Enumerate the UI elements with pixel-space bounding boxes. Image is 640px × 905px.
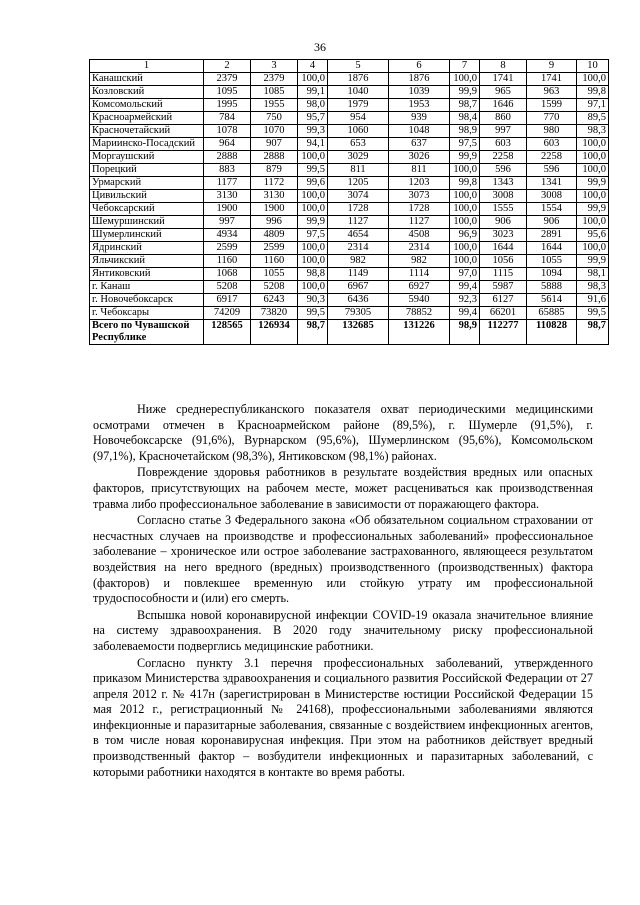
value-cell: 99,4	[450, 281, 480, 294]
column-header: 9	[527, 60, 577, 73]
value-cell: 1900	[204, 203, 251, 216]
table-row	[90, 216, 609, 229]
value-cell: 1056	[480, 255, 527, 268]
value-cell: 603	[527, 138, 577, 151]
value-cell: 939	[389, 112, 450, 125]
table-row	[90, 281, 609, 294]
table-row	[90, 307, 609, 320]
value-cell: 98,4	[450, 112, 480, 125]
value-cell: 3073	[389, 190, 450, 203]
value-cell: 98,1	[577, 268, 609, 281]
value-cell: 1995	[204, 99, 251, 112]
value-cell: 1040	[328, 86, 389, 99]
column-header: 5	[328, 60, 389, 73]
value-cell: 97,5	[450, 138, 480, 151]
value-cell: 1953	[389, 99, 450, 112]
value-cell: 97,5	[298, 229, 328, 242]
value-cell: 982	[389, 255, 450, 268]
value-cell: 1078	[204, 125, 251, 138]
value-cell: 596	[527, 164, 577, 177]
district-name-cell: Всего по Чувашской Республике	[90, 320, 204, 345]
value-cell: 79305	[328, 307, 389, 320]
value-cell: 4809	[251, 229, 298, 242]
value-cell: 860	[480, 112, 527, 125]
value-cell: 1646	[480, 99, 527, 112]
value-cell: 1741	[527, 73, 577, 86]
table-row	[90, 177, 609, 190]
value-cell: 6967	[328, 281, 389, 294]
value-cell: 770	[527, 112, 577, 125]
value-cell: 653	[328, 138, 389, 151]
value-cell: 95,6	[577, 229, 609, 242]
value-cell: 2379	[251, 73, 298, 86]
value-cell: 98,3	[577, 281, 609, 294]
value-cell: 2888	[251, 151, 298, 164]
value-cell: 811	[389, 164, 450, 177]
value-cell: 784	[204, 112, 251, 125]
value-cell: 100,0	[450, 216, 480, 229]
value-cell: 1094	[527, 268, 577, 281]
value-cell: 6243	[251, 294, 298, 307]
value-cell: 3023	[480, 229, 527, 242]
value-cell: 1343	[480, 177, 527, 190]
value-cell: 98,3	[577, 125, 609, 138]
district-name-cell: Красночетайский	[90, 125, 204, 138]
value-cell: 5987	[480, 281, 527, 294]
value-cell: 99,3	[298, 125, 328, 138]
value-cell: 1177	[204, 177, 251, 190]
paragraph: Вспышка новой коронавирусной инфекции COVID-19 оказала значительное влияние на систему здравоохранения. В 2020 году значительному риску профессиональной заболеваемости подверглись медицинские работники.	[93, 607, 593, 653]
value-cell: 907	[251, 138, 298, 151]
value-cell: 100,0	[298, 73, 328, 86]
value-cell: 963	[527, 86, 577, 99]
value-cell: 94,1	[298, 138, 328, 151]
value-cell: 98,9	[450, 320, 480, 345]
value-cell: 750	[251, 112, 298, 125]
district-name-cell: г. Новочебоксарск	[90, 294, 204, 307]
value-cell: 3008	[480, 190, 527, 203]
value-cell: 5208	[251, 281, 298, 294]
value-cell: 66201	[480, 307, 527, 320]
table-row	[90, 268, 609, 281]
district-name-cell: Ядринский	[90, 242, 204, 255]
value-cell: 89,5	[577, 112, 609, 125]
value-cell: 99,6	[298, 177, 328, 190]
value-cell: 1068	[204, 268, 251, 281]
value-cell: 99,9	[577, 177, 609, 190]
value-cell: 906	[480, 216, 527, 229]
value-cell: 99,9	[450, 151, 480, 164]
value-cell: 811	[328, 164, 389, 177]
paragraph: Ниже среднереспубликанского показателя охват периодическими медицинскими осмотрами отмечен в Красноармейском районе (89,5%), г. Шумерле (91,5%), г. Новочебоксарске (91,6%), Вурнарском (95,6%), Шумерлинском (95,6%), Комсомольском (97,1%), Красночетайском (98,3%), Янтиковском (98,1%) районах.	[93, 402, 593, 463]
value-cell: 1039	[389, 86, 450, 99]
value-cell: 97,0	[450, 268, 480, 281]
value-cell: 6917	[204, 294, 251, 307]
table-row	[90, 125, 609, 138]
paragraph: Согласно статье 3 Федерального закона «Об обязательном социальном страховании от несчастных случаев на производстве и профессиональных заболеваний» профессиональное заболевание – хроническое или острое заболевание застрахованного, являющееся результатом воздействия на него вредного (вредных) производственного (производственных) фактора (факторов) и повлекшее временную или стойкую утрату им профессиональной трудоспособности и (или) его смерть.	[93, 513, 593, 606]
column-header: 4	[298, 60, 328, 73]
district-name-cell: Шумерлинский	[90, 229, 204, 242]
value-cell: 90,3	[298, 294, 328, 307]
value-cell: 99,9	[577, 203, 609, 216]
value-cell: 65885	[527, 307, 577, 320]
value-cell: 99,9	[298, 216, 328, 229]
value-cell: 982	[328, 255, 389, 268]
value-cell: 964	[204, 138, 251, 151]
value-cell: 1095	[204, 86, 251, 99]
district-name-cell: Красноармейский	[90, 112, 204, 125]
value-cell: 98,8	[298, 268, 328, 281]
value-cell: 1599	[527, 99, 577, 112]
value-cell: 4508	[389, 229, 450, 242]
value-cell: 2888	[204, 151, 251, 164]
body-text	[93, 402, 593, 781]
value-cell: 6927	[389, 281, 450, 294]
value-cell: 603	[480, 138, 527, 151]
value-cell: 4654	[328, 229, 389, 242]
value-cell: 596	[480, 164, 527, 177]
value-cell: 128565	[204, 320, 251, 345]
value-cell: 110828	[527, 320, 577, 345]
district-name-cell: Янтиковский	[90, 268, 204, 281]
value-cell: 99,8	[450, 177, 480, 190]
value-cell: 131226	[389, 320, 450, 345]
value-cell: 1644	[480, 242, 527, 255]
value-cell: 1160	[204, 255, 251, 268]
value-cell: 879	[251, 164, 298, 177]
value-cell: 73820	[251, 307, 298, 320]
table-header-row	[90, 60, 609, 73]
value-cell: 906	[527, 216, 577, 229]
value-cell: 98,7	[450, 99, 480, 112]
value-cell: 1172	[251, 177, 298, 190]
value-cell: 1876	[328, 73, 389, 86]
value-cell: 3130	[251, 190, 298, 203]
value-cell: 100,0	[298, 190, 328, 203]
value-cell: 100,0	[450, 73, 480, 86]
value-cell: 3026	[389, 151, 450, 164]
table-row	[90, 164, 609, 177]
value-cell: 1160	[251, 255, 298, 268]
column-header: 8	[480, 60, 527, 73]
column-header: 2	[204, 60, 251, 73]
value-cell: 1341	[527, 177, 577, 190]
district-name-cell: Козловский	[90, 86, 204, 99]
value-cell: 100,0	[577, 216, 609, 229]
value-cell: 883	[204, 164, 251, 177]
value-cell: 1728	[389, 203, 450, 216]
value-cell: 99,5	[298, 307, 328, 320]
value-cell: 99,4	[450, 307, 480, 320]
value-cell: 2599	[251, 242, 298, 255]
value-cell: 98,7	[298, 320, 328, 345]
table-row	[90, 255, 609, 268]
value-cell: 100,0	[298, 242, 328, 255]
table-total-row	[90, 320, 609, 345]
district-name-cell: Моргаушский	[90, 151, 204, 164]
value-cell: 2599	[204, 242, 251, 255]
value-cell: 98,7	[577, 320, 609, 345]
value-cell: 1876	[389, 73, 450, 86]
value-cell: 997	[204, 216, 251, 229]
value-cell: 1728	[328, 203, 389, 216]
value-cell: 78852	[389, 307, 450, 320]
value-cell: 100,0	[577, 151, 609, 164]
district-name-cell: Мариинско-Посадский	[90, 138, 204, 151]
value-cell: 1555	[480, 203, 527, 216]
paragraph: Согласно пункту 3.1 перечня профессиональных заболеваний, утвержденного приказом Министерства здравоохранения и социального развития Российской Федерации от 27 апреля 2012 г. № 417н (зарегистрирован в Министерстве юстиции Российской Федерации 15 мая 2012 г., регистрационный № 24168), профессиональными заболеваниями являются инфекционные и паразитарные заболевания, связанные с воздействием инфекционных агентов, в том числе новая коронавирусная инфекция. При этом на работников действует вредный производственный фактор – возбудители инфекционных и паразитарных заболеваний, с которыми работники находятся в контакте во время работы.	[93, 655, 593, 779]
value-cell: 100,0	[450, 255, 480, 268]
value-cell: 1060	[328, 125, 389, 138]
value-cell: 3029	[328, 151, 389, 164]
table-row	[90, 151, 609, 164]
column-header: 3	[251, 60, 298, 73]
value-cell: 1979	[328, 99, 389, 112]
value-cell: 5614	[527, 294, 577, 307]
value-cell: 1085	[251, 86, 298, 99]
district-name-cell: г. Канаш	[90, 281, 204, 294]
value-cell: 1127	[328, 216, 389, 229]
column-header: 7	[450, 60, 480, 73]
value-cell: 1055	[251, 268, 298, 281]
value-cell: 2314	[389, 242, 450, 255]
value-cell: 6127	[480, 294, 527, 307]
value-cell: 100,0	[577, 190, 609, 203]
value-cell: 3130	[204, 190, 251, 203]
value-cell: 100,0	[450, 242, 480, 255]
paragraph: Повреждение здоровья работников в результате воздействия вредных или опасных факторов, присутствующих на рабочем месте, может расцениваться как производственная травма либо профессиональное заболевание в зависимости от поражающего фактора.	[93, 465, 593, 511]
district-name-cell: Урмарский	[90, 177, 204, 190]
value-cell: 99,9	[450, 86, 480, 99]
value-cell: 100,0	[577, 164, 609, 177]
value-cell: 5888	[527, 281, 577, 294]
district-name-cell: Яльчикский	[90, 255, 204, 268]
table-row	[90, 112, 609, 125]
value-cell: 2891	[527, 229, 577, 242]
value-cell: 5940	[389, 294, 450, 307]
value-cell: 100,0	[450, 203, 480, 216]
value-cell: 99,5	[577, 307, 609, 320]
value-cell: 98,9	[450, 125, 480, 138]
value-cell: 1644	[527, 242, 577, 255]
value-cell: 1955	[251, 99, 298, 112]
value-cell: 1114	[389, 268, 450, 281]
district-name-cell: Комсомольский	[90, 99, 204, 112]
value-cell: 91,6	[577, 294, 609, 307]
value-cell: 99,5	[298, 164, 328, 177]
table-row	[90, 73, 609, 86]
table-row	[90, 229, 609, 242]
value-cell: 637	[389, 138, 450, 151]
value-cell: 132685	[328, 320, 389, 345]
value-cell: 100,0	[298, 151, 328, 164]
value-cell: 980	[527, 125, 577, 138]
table-body	[90, 73, 609, 345]
column-header: 6	[389, 60, 450, 73]
value-cell: 996	[251, 216, 298, 229]
value-cell: 100,0	[298, 281, 328, 294]
value-cell: 99,8	[577, 86, 609, 99]
value-cell: 100,0	[577, 138, 609, 151]
table-row	[90, 190, 609, 203]
value-cell: 3074	[328, 190, 389, 203]
value-cell: 98,0	[298, 99, 328, 112]
value-cell: 99,1	[298, 86, 328, 99]
value-cell: 1554	[527, 203, 577, 216]
value-cell: 1055	[527, 255, 577, 268]
value-cell: 1048	[389, 125, 450, 138]
table-row	[90, 203, 609, 216]
value-cell: 1127	[389, 216, 450, 229]
value-cell: 2258	[527, 151, 577, 164]
district-name-cell: Шемуршинский	[90, 216, 204, 229]
district-name-cell: Порецкий	[90, 164, 204, 177]
table-row	[90, 99, 609, 112]
value-cell: 97,1	[577, 99, 609, 112]
value-cell: 100,0	[577, 242, 609, 255]
value-cell: 95,7	[298, 112, 328, 125]
value-cell: 1115	[480, 268, 527, 281]
value-cell: 74209	[204, 307, 251, 320]
district-name-cell: Канашский	[90, 73, 204, 86]
district-name-cell: Чебоксарский	[90, 203, 204, 216]
value-cell: 2314	[328, 242, 389, 255]
value-cell: 6436	[328, 294, 389, 307]
value-cell: 954	[328, 112, 389, 125]
value-cell: 100,0	[450, 164, 480, 177]
value-cell: 965	[480, 86, 527, 99]
column-header: 10	[577, 60, 609, 73]
value-cell: 112277	[480, 320, 527, 345]
column-header: 1	[90, 60, 204, 73]
value-cell: 100,0	[450, 190, 480, 203]
page-number: 36	[314, 40, 326, 54]
value-cell: 100,0	[298, 203, 328, 216]
table-row	[90, 138, 609, 151]
district-name-cell: г. Чебоксары	[90, 307, 204, 320]
value-cell: 2379	[204, 73, 251, 86]
value-cell: 1070	[251, 125, 298, 138]
district-name-cell: Цивильский	[90, 190, 204, 203]
value-cell: 1205	[328, 177, 389, 190]
table-row	[90, 294, 609, 307]
value-cell: 126934	[251, 320, 298, 345]
value-cell: 1900	[251, 203, 298, 216]
table-row	[90, 242, 609, 255]
value-cell: 1741	[480, 73, 527, 86]
value-cell: 2258	[480, 151, 527, 164]
value-cell: 99,9	[577, 255, 609, 268]
value-cell: 4934	[204, 229, 251, 242]
table-row	[90, 86, 609, 99]
value-cell: 5208	[204, 281, 251, 294]
value-cell: 100,0	[577, 73, 609, 86]
value-cell: 100,0	[298, 255, 328, 268]
coverage-table	[89, 59, 609, 345]
value-cell: 997	[480, 125, 527, 138]
value-cell: 1203	[389, 177, 450, 190]
value-cell: 3008	[527, 190, 577, 203]
value-cell: 92,3	[450, 294, 480, 307]
value-cell: 96,9	[450, 229, 480, 242]
value-cell: 1149	[328, 268, 389, 281]
